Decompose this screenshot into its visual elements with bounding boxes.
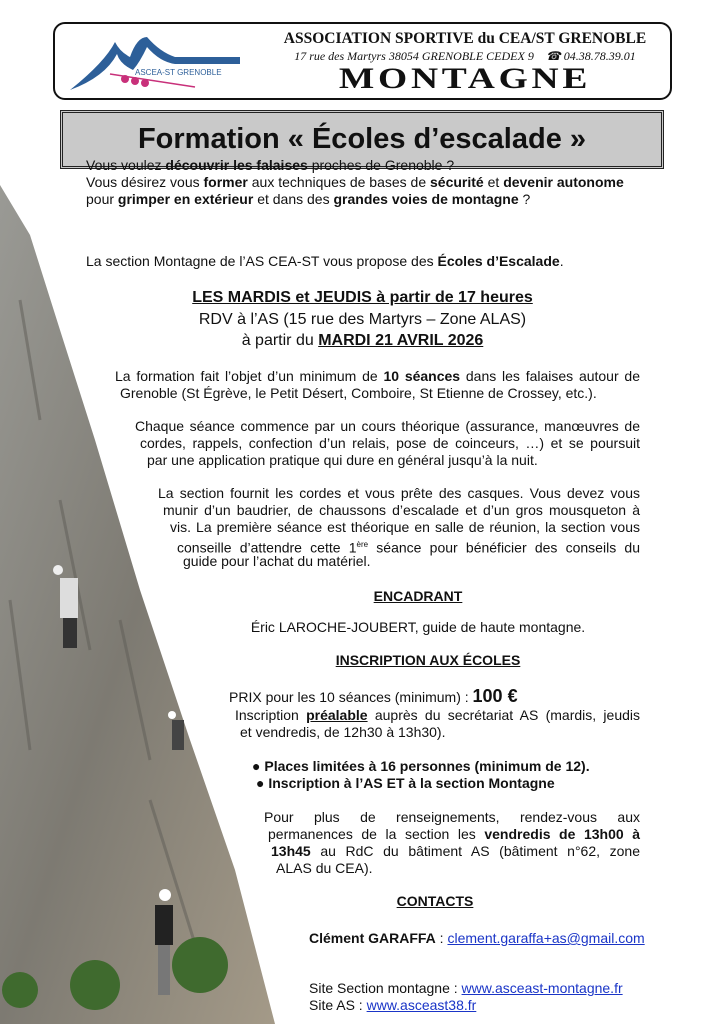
site-as-link[interactable]: www.asceast38.fr [366, 997, 477, 1013]
header-box [53, 22, 672, 100]
section-name: MONTAGNE [338, 62, 592, 95]
materiel-line: conseille d’attendre cette 1ère séance pour bénéficier des conseils du [177, 539, 640, 556]
materiel-line: guide pour l’achat du matériel. [183, 553, 371, 569]
info-line: Pour plus de renseignements, rendez-vous aux [264, 809, 640, 825]
info-line: permanences de la section les vendredis de 13h00 à [268, 826, 640, 842]
contact-person: Clément GARAFFA : clement.garaffa+as@gmail.com [309, 930, 645, 946]
page-title: Formation « Écoles d’escalade » [137, 123, 587, 155]
svg-text:ASCEA-ST GRENOBLE: ASCEA-ST GRENOBLE [135, 68, 222, 77]
site-section: Site Section montagne : www.asceast-montagne.fr [309, 980, 623, 996]
association-name: ASSOCIATION SPORTIVE du CEA/ST GRENOBLE [283, 30, 647, 47]
inscription-line: et vendredis, de 12h30 à 13h30). [240, 724, 446, 740]
price-line: PRIX pour les 10 séances (minimum) : 100 € [229, 686, 518, 706]
info-line: ALAS du CEA). [276, 860, 373, 876]
schedule-start: à partir du MARDI 21 AVRIL 2026 [241, 332, 484, 349]
telephone-icon: ☎ [545, 49, 561, 63]
schedule-rdv: RDV à l’AS (15 rue des Martyrs – Zone ALAS) [198, 311, 527, 328]
seance-line: cordes, rappels, confection d’un relais, pose de coinceurs, …) et se poursuit [140, 435, 640, 451]
site-as: Site AS : www.asceast38.fr [309, 997, 477, 1013]
inscription-line: Inscription préalable auprès du secrétariat AS (mardis, jeudis [235, 707, 640, 723]
bullet-item: ● Places limitées à 16 personnes (minimum de 12). [252, 758, 590, 774]
materiel-line: munir d’un baudrier, de chaussons d’escalade et d’un gros mousqueton à [163, 502, 640, 518]
materiel-line: La section fournit les cordes et vous prête des casques. Vous devez vous [158, 485, 640, 501]
materiel-line: vis. La première séance est théorique en salle de réunion, la section vous [170, 519, 640, 535]
formation-line: Grenoble (St Égrève, le Petit Désert, Comboire, St Etienne de Crossey, etc.). [120, 385, 597, 401]
phone: 04.38.78.39.01 [563, 49, 636, 63]
inscription-heading: INSCRIPTION AUX ÉCOLES [335, 652, 521, 668]
formation-line: La formation fait l’objet d’un minimum de 10 séances dans les falaises autour de [115, 368, 640, 384]
encadrant-heading: ENCADRANT [373, 588, 463, 604]
address: 17 rue des Martyrs 38054 GRENOBLE CEDEX 9 [294, 49, 534, 63]
seance-line: par une application pratique qui dure en général jusqu’à la nuit. [147, 452, 538, 468]
price: 100 € [472, 686, 518, 706]
email-link[interactable]: clement.garaffa+as@gmail.com [447, 930, 645, 946]
schedule-days: LES MARDIS et JEUDIS à partir de 17 heures [192, 289, 533, 306]
info-line: 13h45 au RdC du bâtiment AS (bâtiment n°62, zone [271, 843, 640, 859]
intro-line: pour grimper en extérieur et dans des grandes voies de montagne ? [86, 191, 531, 207]
intro-line: Vous désirez vous former aux techniques de bases de sécurité et devenir autonome [86, 174, 624, 190]
intro-offer: La section Montagne de l’AS CEA-ST vous propose des Écoles d’Escalade. [86, 253, 564, 269]
site-section-link[interactable]: www.asceast-montagne.fr [461, 980, 623, 996]
seance-line: Chaque séance commence par un cours théorique (assurance, manœuvres de [135, 418, 640, 434]
encadrant-name: Éric LAROCHE-JOUBERT, guide de haute montagne. [250, 619, 586, 635]
bullet-item: ● Inscription à l’AS ET à la section Montagne [256, 775, 555, 791]
intro-line: Vous voulez découvrir les falaises proches de Grenoble ? [86, 157, 455, 173]
contacts-heading: CONTACTS [396, 893, 474, 909]
